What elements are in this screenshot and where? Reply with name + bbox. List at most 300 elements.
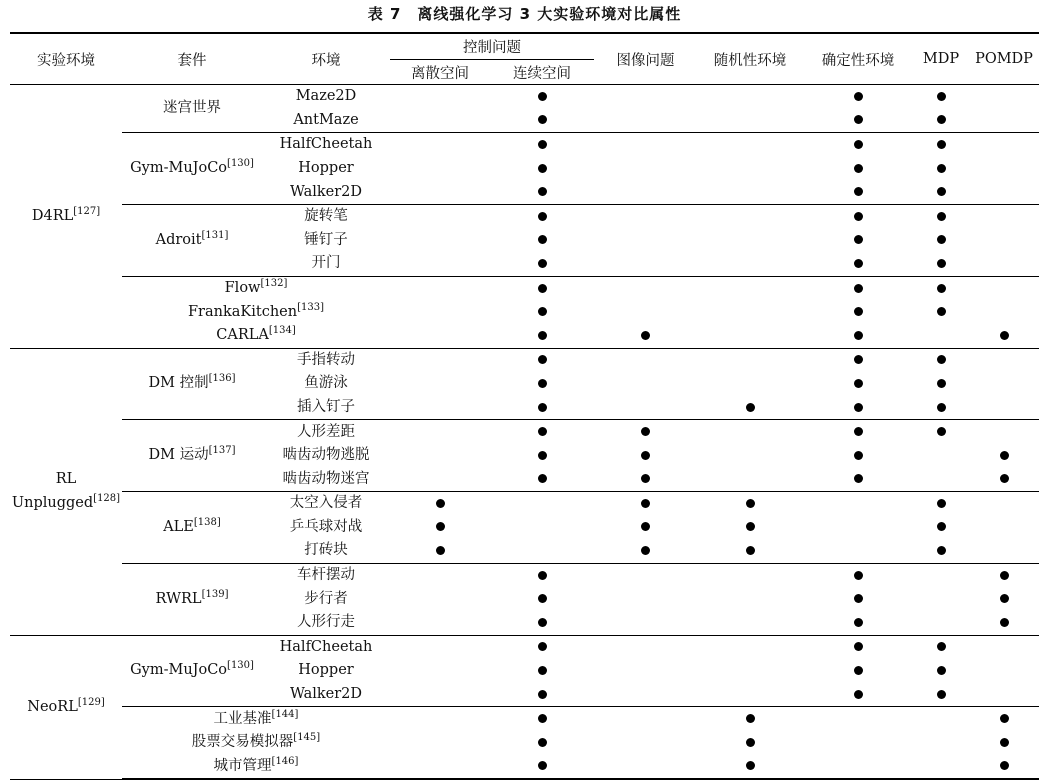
filled-dot-icon xyxy=(937,522,946,531)
filled-dot-icon xyxy=(538,427,547,436)
flag-cell xyxy=(490,372,594,396)
table-row xyxy=(10,420,1039,444)
flag-cell xyxy=(490,539,594,563)
filled-dot-icon xyxy=(937,690,946,699)
flag-cell xyxy=(913,444,969,468)
env-label-text: Walker2D xyxy=(289,686,363,703)
env-cell xyxy=(262,109,390,133)
flag-cell xyxy=(697,204,803,228)
flag-cell xyxy=(969,276,1039,300)
flag-cell xyxy=(913,276,969,300)
flag-cell xyxy=(969,324,1039,348)
filled-dot-icon xyxy=(746,546,755,555)
filled-dot-icon xyxy=(854,235,863,244)
flag-cell xyxy=(697,563,803,587)
flag-cell xyxy=(697,420,803,444)
filled-dot-icon xyxy=(854,284,863,293)
filled-dot-icon xyxy=(538,738,547,747)
flag-cell xyxy=(594,109,697,133)
flag-cell xyxy=(803,396,913,420)
filled-dot-icon xyxy=(538,690,547,699)
env-cell xyxy=(262,133,390,157)
filled-dot-icon xyxy=(854,427,863,436)
filled-dot-icon xyxy=(854,355,863,364)
filled-dot-icon xyxy=(937,92,946,101)
experiment-label-text: D4RL xyxy=(31,207,74,224)
flag-cell xyxy=(803,252,913,276)
flag-cell xyxy=(390,157,490,181)
env-label-text: 鱼游泳 xyxy=(304,375,348,392)
flag-cell xyxy=(390,611,490,635)
flag-cell xyxy=(969,204,1039,228)
filled-dot-icon xyxy=(746,403,755,412)
flag-cell xyxy=(803,707,913,731)
flag-cell xyxy=(969,109,1039,133)
header-stochastic: 随机性环境 xyxy=(697,33,803,85)
flag-cell xyxy=(490,468,594,492)
table-row xyxy=(10,492,1039,516)
env-label xyxy=(304,229,348,252)
flag-cell xyxy=(913,180,969,204)
env-label xyxy=(297,396,355,419)
flag-cell xyxy=(697,635,803,659)
env-cell xyxy=(262,659,390,683)
filled-dot-icon xyxy=(854,571,863,580)
flag-cell xyxy=(594,372,697,396)
flag-cell xyxy=(594,157,697,181)
filled-dot-icon xyxy=(538,642,547,651)
filled-dot-icon xyxy=(538,618,547,627)
flag-cell xyxy=(490,133,594,157)
header-control: 控制问题 xyxy=(390,33,594,60)
suite-label-text: ALE xyxy=(163,518,194,535)
env-label-text: 手指转动 xyxy=(297,351,355,368)
flag-cell xyxy=(697,516,803,540)
env-label-text: HalfCheetah xyxy=(279,136,373,153)
flag-cell xyxy=(594,229,697,253)
flag-cell xyxy=(803,420,913,444)
filled-dot-icon xyxy=(1000,738,1009,747)
flag-cell xyxy=(390,420,490,444)
table-body xyxy=(10,85,1039,780)
citation-ref: [134] xyxy=(268,325,296,337)
env-cell xyxy=(262,539,390,563)
filled-dot-icon xyxy=(538,403,547,412)
env-label xyxy=(312,252,341,275)
suite-cell xyxy=(122,635,262,707)
flag-cell xyxy=(594,276,697,300)
filled-dot-icon xyxy=(937,427,946,436)
citation-ref: [146] xyxy=(271,755,299,767)
filled-dot-icon xyxy=(538,164,547,173)
flag-cell xyxy=(803,587,913,611)
flag-cell xyxy=(913,324,969,348)
flag-cell xyxy=(697,683,803,707)
filled-dot-icon xyxy=(1000,714,1009,723)
experiment-label-text: RL xyxy=(55,471,77,488)
flag-cell xyxy=(390,731,490,755)
flag-cell xyxy=(490,659,594,683)
flag-cell xyxy=(490,180,594,204)
citation-ref: [138] xyxy=(193,516,221,528)
env-label-text: 开门 xyxy=(311,255,341,272)
flag-cell xyxy=(697,659,803,683)
flag-cell xyxy=(390,707,490,731)
flag-cell xyxy=(594,396,697,420)
flag-cell xyxy=(969,372,1039,396)
filled-dot-icon xyxy=(854,187,863,196)
env-label-text: Walker2D xyxy=(289,183,363,200)
env-cell xyxy=(262,372,390,396)
suite-cell xyxy=(122,492,262,564)
env-label xyxy=(188,301,324,324)
env-label xyxy=(290,516,363,539)
filled-dot-icon xyxy=(538,259,547,268)
filled-dot-icon xyxy=(854,331,863,340)
filled-dot-icon xyxy=(1000,761,1009,770)
flag-cell xyxy=(490,157,594,181)
flag-cell xyxy=(913,731,969,755)
env-label xyxy=(283,444,370,467)
filled-dot-icon xyxy=(436,499,445,508)
flag-cell xyxy=(697,324,803,348)
flag-cell xyxy=(913,539,969,563)
env-label xyxy=(304,372,348,395)
flag-cell xyxy=(390,348,490,372)
experiment-cell xyxy=(10,635,122,779)
env-label-text: 太空入侵者 xyxy=(289,495,363,512)
flag-cell xyxy=(913,85,969,109)
flag-cell xyxy=(390,539,490,563)
citation-ref: [145] xyxy=(293,732,321,744)
env-label xyxy=(192,731,320,754)
flag-cell xyxy=(390,180,490,204)
filled-dot-icon xyxy=(937,284,946,293)
filled-dot-icon xyxy=(538,761,547,770)
flag-cell xyxy=(697,492,803,516)
filled-dot-icon xyxy=(854,140,863,149)
filled-dot-icon xyxy=(937,115,946,124)
filled-dot-icon xyxy=(854,690,863,699)
flag-cell xyxy=(697,276,803,300)
env-label-text: 车杆摆动 xyxy=(297,567,355,584)
caption-number: 表 7 xyxy=(367,5,402,23)
flag-cell xyxy=(594,348,697,372)
filled-dot-icon xyxy=(746,499,755,508)
filled-dot-icon xyxy=(854,474,863,483)
filled-dot-icon xyxy=(538,140,547,149)
suite-label xyxy=(156,588,229,611)
suite-cell xyxy=(122,85,262,133)
flag-cell xyxy=(803,539,913,563)
env-label xyxy=(293,109,358,132)
flag-cell xyxy=(969,707,1039,731)
flag-cell xyxy=(390,229,490,253)
flag-cell xyxy=(490,635,594,659)
flag-cell xyxy=(803,635,913,659)
flag-cell xyxy=(490,109,594,133)
flag-cell xyxy=(969,85,1039,109)
flag-cell xyxy=(913,587,969,611)
flag-cell xyxy=(594,444,697,468)
flag-cell xyxy=(913,707,969,731)
flag-cell xyxy=(969,492,1039,516)
env-label-text: HalfCheetah xyxy=(279,638,373,655)
flag-cell xyxy=(594,133,697,157)
filled-dot-icon xyxy=(854,618,863,627)
flag-cell xyxy=(803,755,913,780)
suite-label xyxy=(130,659,254,682)
suite-cell xyxy=(122,204,262,276)
filled-dot-icon xyxy=(854,666,863,675)
citation-ref: [127] xyxy=(73,205,101,217)
flag-cell xyxy=(969,755,1039,780)
flag-cell xyxy=(913,635,969,659)
filled-dot-icon xyxy=(937,355,946,364)
header-image: 图像问题 xyxy=(594,33,697,85)
flag-cell xyxy=(803,563,913,587)
env-label-text: 插入钉子 xyxy=(297,398,355,415)
table-row xyxy=(10,755,1039,780)
header-mdp: MDP xyxy=(913,33,969,85)
filled-dot-icon xyxy=(538,379,547,388)
table-row xyxy=(10,324,1039,348)
flag-cell xyxy=(390,683,490,707)
env-label xyxy=(298,157,353,180)
env-cell xyxy=(262,516,390,540)
experiment-label xyxy=(12,468,120,514)
filled-dot-icon xyxy=(937,235,946,244)
flag-cell xyxy=(969,468,1039,492)
filled-dot-icon xyxy=(1000,474,1009,483)
flag-cell xyxy=(594,611,697,635)
flag-cell xyxy=(913,372,969,396)
flag-cell xyxy=(594,683,697,707)
flag-cell xyxy=(390,635,490,659)
filled-dot-icon xyxy=(641,546,650,555)
flag-cell xyxy=(913,468,969,492)
filled-dot-icon xyxy=(1000,594,1009,603)
citation-ref: [137] xyxy=(208,445,236,457)
flag-cell xyxy=(803,611,913,635)
env-label xyxy=(298,659,353,682)
flag-cell xyxy=(803,85,913,109)
flag-cell xyxy=(697,611,803,635)
table-row xyxy=(10,300,1039,324)
filled-dot-icon xyxy=(538,235,547,244)
suite-label-text: Adroit xyxy=(155,231,202,248)
flag-cell xyxy=(969,300,1039,324)
flag-cell xyxy=(697,396,803,420)
filled-dot-icon xyxy=(641,522,650,531)
filled-dot-icon xyxy=(1000,571,1009,580)
flag-cell xyxy=(969,157,1039,181)
flag-cell xyxy=(697,731,803,755)
flag-cell xyxy=(969,635,1039,659)
flag-cell xyxy=(969,348,1039,372)
filled-dot-icon xyxy=(538,571,547,580)
env-cell xyxy=(262,468,390,492)
env-label-text: CARLA xyxy=(216,327,269,344)
flag-cell xyxy=(697,133,803,157)
experiment-label xyxy=(32,205,100,228)
flag-cell xyxy=(803,204,913,228)
table-row xyxy=(10,635,1039,659)
env-label-text: Hopper xyxy=(298,662,354,679)
filled-dot-icon xyxy=(538,92,547,101)
flag-cell xyxy=(390,133,490,157)
flag-cell xyxy=(594,755,697,780)
filled-dot-icon xyxy=(538,594,547,603)
env-label xyxy=(290,683,362,706)
env-cell xyxy=(122,300,390,324)
flag-cell xyxy=(490,229,594,253)
env-cell xyxy=(262,420,390,444)
caption-title: 离线强化学习 3 大实验环境对比属性 xyxy=(417,5,682,23)
flag-cell xyxy=(697,252,803,276)
flag-cell xyxy=(913,659,969,683)
flag-cell xyxy=(390,396,490,420)
flag-cell xyxy=(490,516,594,540)
flag-cell xyxy=(390,204,490,228)
env-label xyxy=(297,611,355,634)
env-cell xyxy=(262,444,390,468)
flag-cell xyxy=(390,587,490,611)
flag-cell xyxy=(969,539,1039,563)
experiment-label-text: NeoRL xyxy=(27,698,78,715)
flag-cell xyxy=(969,683,1039,707)
flag-cell xyxy=(594,180,697,204)
filled-dot-icon xyxy=(937,546,946,555)
flag-cell xyxy=(697,109,803,133)
filled-dot-icon xyxy=(937,499,946,508)
env-cell xyxy=(262,204,390,228)
filled-dot-icon xyxy=(538,307,547,316)
flag-cell xyxy=(913,516,969,540)
filled-dot-icon xyxy=(436,522,445,531)
flag-cell xyxy=(594,731,697,755)
citation-ref: [131] xyxy=(201,229,229,241)
flag-cell xyxy=(803,109,913,133)
env-cell xyxy=(262,587,390,611)
filled-dot-icon xyxy=(641,427,650,436)
filled-dot-icon xyxy=(538,355,547,364)
suite-cell xyxy=(122,563,262,635)
filled-dot-icon xyxy=(854,307,863,316)
filled-dot-icon xyxy=(538,331,547,340)
filled-dot-icon xyxy=(937,642,946,651)
env-label-text: 人形差距 xyxy=(297,423,355,440)
env-label xyxy=(297,421,355,444)
flag-cell xyxy=(490,707,594,731)
flag-cell xyxy=(803,180,913,204)
citation-ref: [139] xyxy=(201,588,229,600)
flag-cell xyxy=(803,276,913,300)
suite-label xyxy=(163,516,221,539)
suite-label xyxy=(130,157,254,180)
flag-cell xyxy=(913,348,969,372)
filled-dot-icon xyxy=(854,403,863,412)
flag-cell xyxy=(390,109,490,133)
filled-dot-icon xyxy=(641,499,650,508)
env-cell xyxy=(122,324,390,348)
filled-dot-icon xyxy=(854,642,863,651)
env-label-text: Flow xyxy=(224,279,261,296)
flag-cell xyxy=(969,444,1039,468)
flag-cell xyxy=(697,372,803,396)
filled-dot-icon xyxy=(937,403,946,412)
filled-dot-icon xyxy=(854,379,863,388)
flag-cell xyxy=(803,133,913,157)
filled-dot-icon xyxy=(937,379,946,388)
flag-cell xyxy=(390,468,490,492)
flag-cell xyxy=(594,492,697,516)
flag-cell xyxy=(913,563,969,587)
env-cell xyxy=(262,563,390,587)
table-row xyxy=(10,85,1039,109)
flag-cell xyxy=(390,324,490,348)
flag-cell xyxy=(969,611,1039,635)
flag-cell xyxy=(594,587,697,611)
flag-cell xyxy=(697,348,803,372)
flag-cell xyxy=(969,731,1039,755)
flag-cell xyxy=(490,587,594,611)
env-label-text: 城市管理 xyxy=(213,757,272,774)
env-cell xyxy=(122,731,390,755)
filled-dot-icon xyxy=(937,259,946,268)
table-row xyxy=(10,563,1039,587)
suite-cell xyxy=(122,133,262,205)
env-label-text: 乒乓球对战 xyxy=(289,518,363,535)
flag-cell xyxy=(913,157,969,181)
env-label-text: FrankaKitchen xyxy=(188,303,298,320)
filled-dot-icon xyxy=(538,187,547,196)
flag-cell xyxy=(390,659,490,683)
suite-label xyxy=(163,97,221,120)
env-label xyxy=(225,277,288,300)
env-cell xyxy=(122,755,390,780)
filled-dot-icon xyxy=(538,212,547,221)
env-label-text: 啮齿动物迷宫 xyxy=(282,470,370,487)
suite-label-text: RWRL xyxy=(155,590,202,607)
suite-cell xyxy=(122,348,262,420)
env-label-text: 步行者 xyxy=(304,590,348,607)
flag-cell xyxy=(594,539,697,563)
env-label xyxy=(280,133,373,156)
flag-cell xyxy=(803,492,913,516)
env-cell xyxy=(262,85,390,109)
flag-cell xyxy=(490,300,594,324)
suite-label-text: DM 运动 xyxy=(148,447,209,464)
flag-cell xyxy=(969,587,1039,611)
flag-cell xyxy=(490,204,594,228)
filled-dot-icon xyxy=(1000,618,1009,627)
flag-cell xyxy=(594,204,697,228)
flag-cell xyxy=(803,229,913,253)
flag-cell xyxy=(969,563,1039,587)
filled-dot-icon xyxy=(538,474,547,483)
env-label xyxy=(283,468,370,491)
flag-cell xyxy=(697,157,803,181)
env-label-text: 啮齿动物逃脱 xyxy=(282,447,370,464)
flag-cell xyxy=(913,420,969,444)
flag-cell xyxy=(390,252,490,276)
table-row xyxy=(10,276,1039,300)
flag-cell xyxy=(697,539,803,563)
flag-cell xyxy=(913,204,969,228)
flag-cell xyxy=(697,444,803,468)
env-label xyxy=(290,492,363,515)
